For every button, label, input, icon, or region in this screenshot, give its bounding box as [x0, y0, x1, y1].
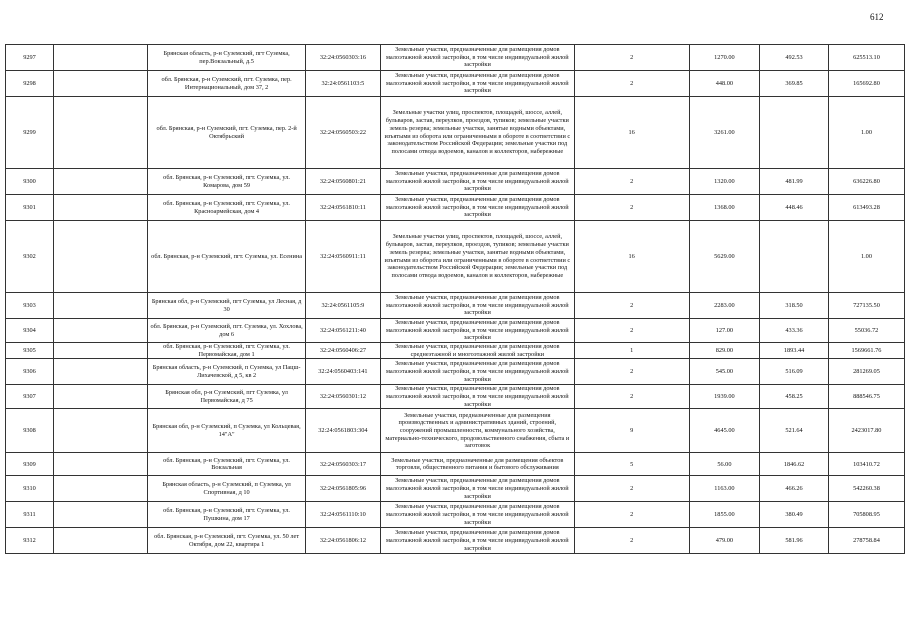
- cadastral-value-cell: 625513.10: [828, 45, 904, 71]
- blank-cell: [54, 293, 148, 319]
- use-group-code-cell: 2: [574, 169, 689, 195]
- area-cell: 2283.00: [689, 293, 760, 319]
- area-cell: 479.00: [689, 528, 760, 554]
- table-row: [6, 169, 905, 195]
- specific-value-cell: 481.99: [760, 169, 829, 195]
- land-use-cell: Земельные участки улиц, проспектов, площадей, шоссе, аллей, бульваров, застав, переулков, проездов, тупиков; земельные участки земель резерва; земельные участки, занятые водными объектами, изъятыми из оборота или ограниченными в обороте в соответствии с законодательством Российской Федерации; земельные участки под полосами отвода водоемов, каналов и коллекторов, набережные: [380, 97, 574, 169]
- cadastral-number-cell: 32:24:0560403:141: [305, 359, 380, 385]
- table-row: [6, 221, 905, 293]
- land-use-cell: Земельные участки, предназначенные для размещения домов малоэтажной жилой застройки, в том числе индивидуальной жилой застройки: [380, 385, 574, 409]
- table-row: [6, 97, 905, 169]
- table-row: [6, 343, 905, 359]
- row-number: 9304: [6, 319, 54, 343]
- cadastral-number-cell: 32:24:0561805:96: [305, 476, 380, 502]
- cadastral-value-cell: 55036.72: [828, 319, 904, 343]
- use-group-code-cell: 2: [574, 476, 689, 502]
- cadastral-value-table: [5, 44, 905, 554]
- cadastral-number-cell: 32:24:0560303:17: [305, 453, 380, 476]
- row-number: 9298: [6, 71, 54, 97]
- specific-value-cell: 448.46: [760, 195, 829, 221]
- specific-value-cell: 1846.62: [760, 453, 829, 476]
- land-use-cell: Земельные участки, предназначенные для размещения объектов торговли, общественного питания и бытового обслуживания: [380, 453, 574, 476]
- blank-cell: [54, 319, 148, 343]
- address-cell: обл. Брянская, р-н Суземский, пгт. Суземка, ул. Вокзальная: [148, 453, 306, 476]
- row-number: 9299: [6, 97, 54, 169]
- address-cell: Брянская обл, р-н Суземский, пгт Суземка, ул Лесная, д 30: [148, 293, 306, 319]
- cadastral-number-cell: 32:24:0560303:16: [305, 45, 380, 71]
- cadastral-number-cell: 32:24:0560301:12: [305, 385, 380, 409]
- blank-cell: [54, 502, 148, 528]
- table-body: [6, 45, 905, 554]
- table-row: [6, 409, 905, 453]
- specific-value-cell: 581.96: [760, 528, 829, 554]
- row-number: 9305: [6, 343, 54, 359]
- table-row: [6, 195, 905, 221]
- area-cell: 56.00: [689, 453, 760, 476]
- land-use-cell: Земельные участки, предназначенные для размещения домов малоэтажной жилой застройки, в том числе индивидуальной жилой застройки: [380, 476, 574, 502]
- row-number: 9309: [6, 453, 54, 476]
- use-group-code-cell: 2: [574, 359, 689, 385]
- table-row: [6, 528, 905, 554]
- land-use-cell: Земельные участки, предназначенные для размещения домов малоэтажной жилой застройки, в том числе индивидуальной жилой застройки: [380, 169, 574, 195]
- area-cell: 545.00: [689, 359, 760, 385]
- land-use-cell: Земельные участки, предназначенные для размещения домов малоэтажной жилой застройки, в том числе индивидуальной жилой застройки: [380, 502, 574, 528]
- address-cell: Брянская область, р-н Суземский, п Суземка, ул Пацш-Лихачевской, д 5, кв 2: [148, 359, 306, 385]
- blank-cell: [54, 195, 148, 221]
- table-row: [6, 359, 905, 385]
- row-number: 9310: [6, 476, 54, 502]
- specific-value-cell: 466.26: [760, 476, 829, 502]
- cadastral-number-cell: 32:24:0561103:5: [305, 71, 380, 97]
- specific-value-cell: [760, 97, 829, 169]
- cadastral-number-cell: 32:24:0561810:11: [305, 195, 380, 221]
- area-cell: 1270.00: [689, 45, 760, 71]
- address-cell: Брянская область, р-н Суземский, пгт Суземка, пер.Вокзальный, д.5: [148, 45, 306, 71]
- blank-cell: [54, 476, 148, 502]
- cadastral-value-cell: 1569661.76: [828, 343, 904, 359]
- area-cell: 1320.00: [689, 169, 760, 195]
- address-cell: Брянская обл, р-н Суземский, п Суземка, ул Кольцевая, 14"А": [148, 409, 306, 453]
- land-use-cell: Земельные участки, предназначенные для размещения домов малоэтажной жилой застройки, в том числе индивидуальной жилой застройки: [380, 71, 574, 97]
- row-number: 9311: [6, 502, 54, 528]
- use-group-code-cell: 5: [574, 453, 689, 476]
- blank-cell: [54, 71, 148, 97]
- area-cell: 1368.00: [689, 195, 760, 221]
- row-number: 9312: [6, 528, 54, 554]
- address-cell: обл. Брянская, р-н Суземский, пгт. Суземка, ул. Пушкина, дом 17: [148, 502, 306, 528]
- cadastral-value-cell: 727135.50: [828, 293, 904, 319]
- cadastral-number-cell: 32:24:0560911:11: [305, 221, 380, 293]
- area-cell: 1163.00: [689, 476, 760, 502]
- row-number: 9308: [6, 409, 54, 453]
- address-cell: обл. Брянская, р-н Суземский, пгт. Суземка, ул. Комарова, дом 59: [148, 169, 306, 195]
- row-number: 9301: [6, 195, 54, 221]
- table-row: [6, 476, 905, 502]
- specific-value-cell: 458.25: [760, 385, 829, 409]
- blank-cell: [54, 453, 148, 476]
- address-cell: обл. Брянская, р-н Суземский, пгт. Суземка, ул. Первомайская, дом 1: [148, 343, 306, 359]
- use-group-code-cell: 16: [574, 97, 689, 169]
- blank-cell: [54, 169, 148, 195]
- area-cell: 1855.00: [689, 502, 760, 528]
- cadastral-number-cell: 32:24:0561806:12: [305, 528, 380, 554]
- blank-cell: [54, 343, 148, 359]
- land-use-cell: Земельные участки, предназначенные для размещения домов малоэтажной жилой застройки, в том числе индивидуальной жилой застройки: [380, 319, 574, 343]
- blank-cell: [54, 528, 148, 554]
- cadastral-number-cell: 32:24:0561105:9: [305, 293, 380, 319]
- table-row: [6, 453, 905, 476]
- cadastral-value-cell: 1.00: [828, 97, 904, 169]
- address-cell: обл. Брянская, р-н Суземский, пгт. Суземка, пер. 2-й Октябрьский: [148, 97, 306, 169]
- use-group-code-cell: 1: [574, 343, 689, 359]
- cadastral-value-cell: 1.00: [828, 221, 904, 293]
- table-row: [6, 293, 905, 319]
- specific-value-cell: 492.53: [760, 45, 829, 71]
- address-cell: обл. Брянская, р-н Суземский, пгт. Суземка, ул. 50 лет Октября, дом 22, квартира 1: [148, 528, 306, 554]
- use-group-code-cell: 2: [574, 71, 689, 97]
- page-number: 612: [870, 12, 884, 22]
- table-row: [6, 502, 905, 528]
- row-number: 9300: [6, 169, 54, 195]
- cadastral-value-cell: 613493.28: [828, 195, 904, 221]
- cadastral-value-cell: 636226.80: [828, 169, 904, 195]
- cadastral-value-cell: 103410.72: [828, 453, 904, 476]
- cadastral-value-cell: 2423017.80: [828, 409, 904, 453]
- cadastral-value-cell: 542260.38: [828, 476, 904, 502]
- cadastral-number-cell: 32:24:0560406:27: [305, 343, 380, 359]
- use-group-code-cell: 2: [574, 293, 689, 319]
- blank-cell: [54, 385, 148, 409]
- cadastral-value-cell: 278758.84: [828, 528, 904, 554]
- cadastral-number-cell: 32:24:0561110:10: [305, 502, 380, 528]
- blank-cell: [54, 45, 148, 71]
- address-cell: обл. Брянская, р-н Суземский, пгт. Суземка, пер. Интернациональный, дом 37, 2: [148, 71, 306, 97]
- area-cell: 829.00: [689, 343, 760, 359]
- use-group-code-cell: 2: [574, 528, 689, 554]
- land-use-cell: Земельные участки, предназначенные для размещения домов малоэтажной жилой застройки, в том числе индивидуальной жилой застройки: [380, 528, 574, 554]
- cadastral-value-cell: 165692.80: [828, 71, 904, 97]
- use-group-code-cell: 9: [574, 409, 689, 453]
- cadastral-number-cell: 32:24:0561803:304: [305, 409, 380, 453]
- land-use-cell: Земельные участки, предназначенные для размещения производственных и административных зданий, строений, сооружений промышленности, коммунального хозяйства, материально-технического, продовольственного снабжения, сбыта и заготовок: [380, 409, 574, 453]
- use-group-code-cell: 2: [574, 385, 689, 409]
- cadastral-value-cell: 281269.05: [828, 359, 904, 385]
- blank-cell: [54, 359, 148, 385]
- address-cell: обл. Брянская, р-н Суземский, пгт. Суземка, ул. Хохлова, дом 6: [148, 319, 306, 343]
- address-cell: Брянская область, р-н Суземский, п Суземка, ул Спортивная, д 10: [148, 476, 306, 502]
- use-group-code-cell: 2: [574, 195, 689, 221]
- area-cell: 448.00: [689, 71, 760, 97]
- area-cell: 1939.00: [689, 385, 760, 409]
- blank-cell: [54, 221, 148, 293]
- area-cell: 3261.00: [689, 97, 760, 169]
- use-group-code-cell: 2: [574, 502, 689, 528]
- cadastral-number-cell: 32:24:0561211:40: [305, 319, 380, 343]
- area-cell: 5629.00: [689, 221, 760, 293]
- specific-value-cell: 318.50: [760, 293, 829, 319]
- land-use-cell: Земельные участки, предназначенные для размещения домов малоэтажной жилой застройки, в том числе индивидуальной жилой застройки: [380, 359, 574, 385]
- use-group-code-cell: 2: [574, 45, 689, 71]
- address-cell: обл. Брянская, р-н Суземский, пгт. Суземка, ул. Красноармейская, дом 4: [148, 195, 306, 221]
- row-number: 9302: [6, 221, 54, 293]
- specific-value-cell: 521.64: [760, 409, 829, 453]
- land-use-cell: Земельные участки улиц, проспектов, площадей, шоссе, аллей, бульваров, застав, переулков, проездов, тупиков; земельные участки земель резерва; земельные участки, занятые водными объектами, изъятыми из оборота или ограниченными в обороте в соответствии с законодательством Российской Федерации; земельные участки под полосами отвода водоемов, каналов и коллекторов, набережные: [380, 221, 574, 293]
- blank-cell: [54, 97, 148, 169]
- land-use-cell: Земельные участки, предназначенные для размещения домов малоэтажной жилой застройки, в том числе индивидуальной жилой застройки: [380, 45, 574, 71]
- blank-cell: [54, 409, 148, 453]
- area-cell: 127.00: [689, 319, 760, 343]
- table-row: [6, 319, 905, 343]
- address-cell: обл. Брянская, р-н Суземский, пгт. Суземка, ул. Есенина: [148, 221, 306, 293]
- cadastral-number-cell: 32:24:0560503:22: [305, 97, 380, 169]
- specific-value-cell: 1893.44: [760, 343, 829, 359]
- table-row: [6, 71, 905, 97]
- row-number: 9306: [6, 359, 54, 385]
- address-cell: Брянская обл, р-н Суземский, пгт Суземка, ул Первомайская, д 75: [148, 385, 306, 409]
- row-number: 9307: [6, 385, 54, 409]
- specific-value-cell: 433.36: [760, 319, 829, 343]
- land-use-cell: Земельные участки, предназначенные для размещения домов малоэтажной жилой застройки, в том числе индивидуальной жилой застройки: [380, 195, 574, 221]
- use-group-code-cell: 16: [574, 221, 689, 293]
- table-row: [6, 385, 905, 409]
- table-row: [6, 45, 905, 71]
- cadastral-value-cell: 705808.95: [828, 502, 904, 528]
- specific-value-cell: 369.85: [760, 71, 829, 97]
- specific-value-cell: [760, 221, 829, 293]
- use-group-code-cell: 2: [574, 319, 689, 343]
- specific-value-cell: 516.09: [760, 359, 829, 385]
- land-use-cell: Земельные участки, предназначенные для размещения домов среднеэтажной и многоэтажной жилой застройки: [380, 343, 574, 359]
- row-number: 9297: [6, 45, 54, 71]
- area-cell: 4645.00: [689, 409, 760, 453]
- cadastral-number-cell: 32:24:0560801:21: [305, 169, 380, 195]
- cadastral-value-cell: 888546.75: [828, 385, 904, 409]
- land-use-cell: Земельные участки, предназначенные для размещения домов малоэтажной жилой застройки, в том числе индивидуальной жилой застройки: [380, 293, 574, 319]
- row-number: 9303: [6, 293, 54, 319]
- specific-value-cell: 380.49: [760, 502, 829, 528]
